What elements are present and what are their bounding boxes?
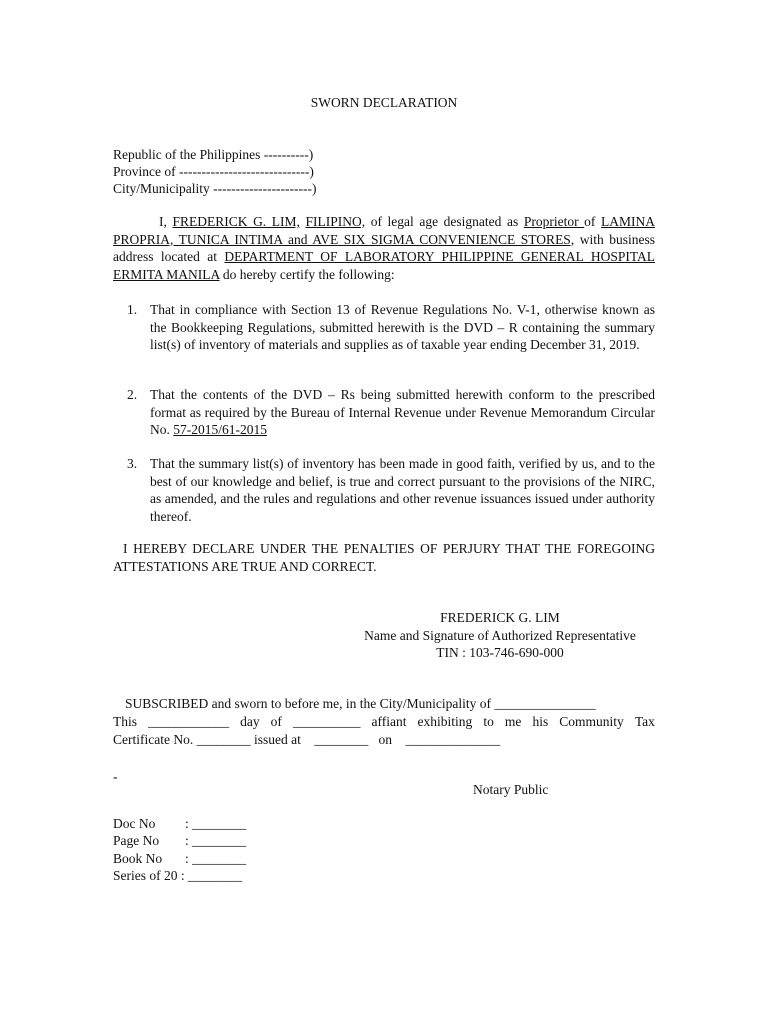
venue-city: City/Municipality ----------------------): [113, 181, 317, 196]
signatory-name: FREDERICK G. LIM: [440, 610, 560, 625]
register-entry: [113, 815, 246, 833]
declarant-position: Proprietor: [523, 214, 585, 229]
jurat-word: affiant: [371, 714, 407, 729]
jurat-word: exhibiting: [417, 714, 473, 729]
signatory-tin: TIN : 103-746-690-000: [436, 645, 564, 660]
register-entry: [113, 850, 246, 868]
jurat-line-1: SUBSCRIBED and sworn to before me, in the City/Municipality of _______________: [125, 696, 596, 711]
signatory-role: Name and Signature of Authorized Representative: [364, 628, 636, 643]
venue-province: Province of -----------------------------): [113, 164, 314, 179]
intro-text: of: [584, 214, 602, 229]
intro-text: do hereby certify the following:: [219, 266, 395, 282]
jurat-word: of: [270, 714, 282, 729]
jurat-word: me: [504, 714, 522, 729]
declarant-name: FREDERICK G. LIM,: [172, 214, 300, 229]
intro-paragraph: [113, 213, 655, 283]
jurat-word: day: [240, 714, 260, 729]
venue-country: Republic of the Philippines ----------): [113, 147, 314, 162]
register-label: Page No: [113, 833, 160, 848]
business-names: LAMINA PROPRIA, TUNICA INTIMA and AVE SIX SIGMA CONVENIENCE STORES,: [113, 214, 656, 247]
intro-text: with business address located at: [113, 231, 655, 264]
intro-text: I,: [159, 214, 173, 229]
list-item-number: 2.: [127, 387, 138, 402]
jurat-word: This: [113, 714, 138, 729]
register-label: Book No: [113, 851, 163, 866]
jurat-line-2: [113, 713, 655, 731]
business-address: DEPARTMENT OF LABORATORY PHILIPPINE GENERAL HOSPITAL ERMITA MANILA: [113, 249, 655, 282]
register-entry: [113, 832, 246, 850]
register-blank: : ________: [180, 868, 243, 883]
jurat-line-3: Certificate No. ________ issued at ________ on ______________: [113, 732, 500, 747]
day-blank: ____________: [148, 714, 230, 729]
register-label: Series of 20: [113, 868, 178, 883]
jurat-word: Community: [559, 714, 624, 729]
intro-text: of legal age designated as: [365, 214, 524, 229]
register-blank: : ________: [185, 851, 247, 866]
stray-dash: -: [113, 769, 118, 784]
declarant-citizenship: FILIPINO,: [305, 214, 366, 229]
register-blank: : ________: [185, 833, 247, 848]
notary-public-label: Notary Public: [473, 782, 549, 797]
jurat-word: his: [532, 714, 549, 729]
register-blank: : ________: [185, 816, 247, 831]
list-item-text: [150, 386, 655, 439]
jurat-word: Tax: [634, 714, 655, 729]
register-entry: [113, 867, 242, 885]
month-blank: __________: [292, 714, 361, 729]
list-item-text: That the summary list(s) of inventory has been made in good faith, verified by us, and to the best of our knowledge and belief, is true and correct pursuant to the provisions of the NIRC, as amended, and the rules and regulations and other revenue issuances issued under authority thereof.: [150, 456, 655, 524]
perjury-declaration: I HEREBY DECLARE UNDER THE PENALTIES OF PERJURY THAT THE FOREGOING ATTESTATIONS ARE TRUE AND CORRECT.: [113, 541, 655, 574]
list-item-number: 1.: [127, 302, 138, 317]
list-item-number: 3.: [127, 456, 138, 471]
list-item-text-part: That the contents of the DVD – Rs being submitted herewith conform to the prescribed format as required by the Bureau of Internal Revenue under Revenue Memorandum Circular No.: [150, 387, 655, 437]
register-label: Doc No: [113, 816, 156, 831]
circular-number: 57-2015/61-2015: [173, 422, 267, 437]
list-item-text: That in compliance with Section 13 of Revenue Regulations No. V-1, otherwise known as the Bookkeeping Regulations, submitted herewith is the DVD – R containing the summary list(s) of inventory of materials and supplies as of taxable year ending December 31, 2019.: [150, 302, 655, 352]
jurat-word: to: [483, 714, 494, 729]
document-title: SWORN DECLARATION: [310, 95, 458, 110]
